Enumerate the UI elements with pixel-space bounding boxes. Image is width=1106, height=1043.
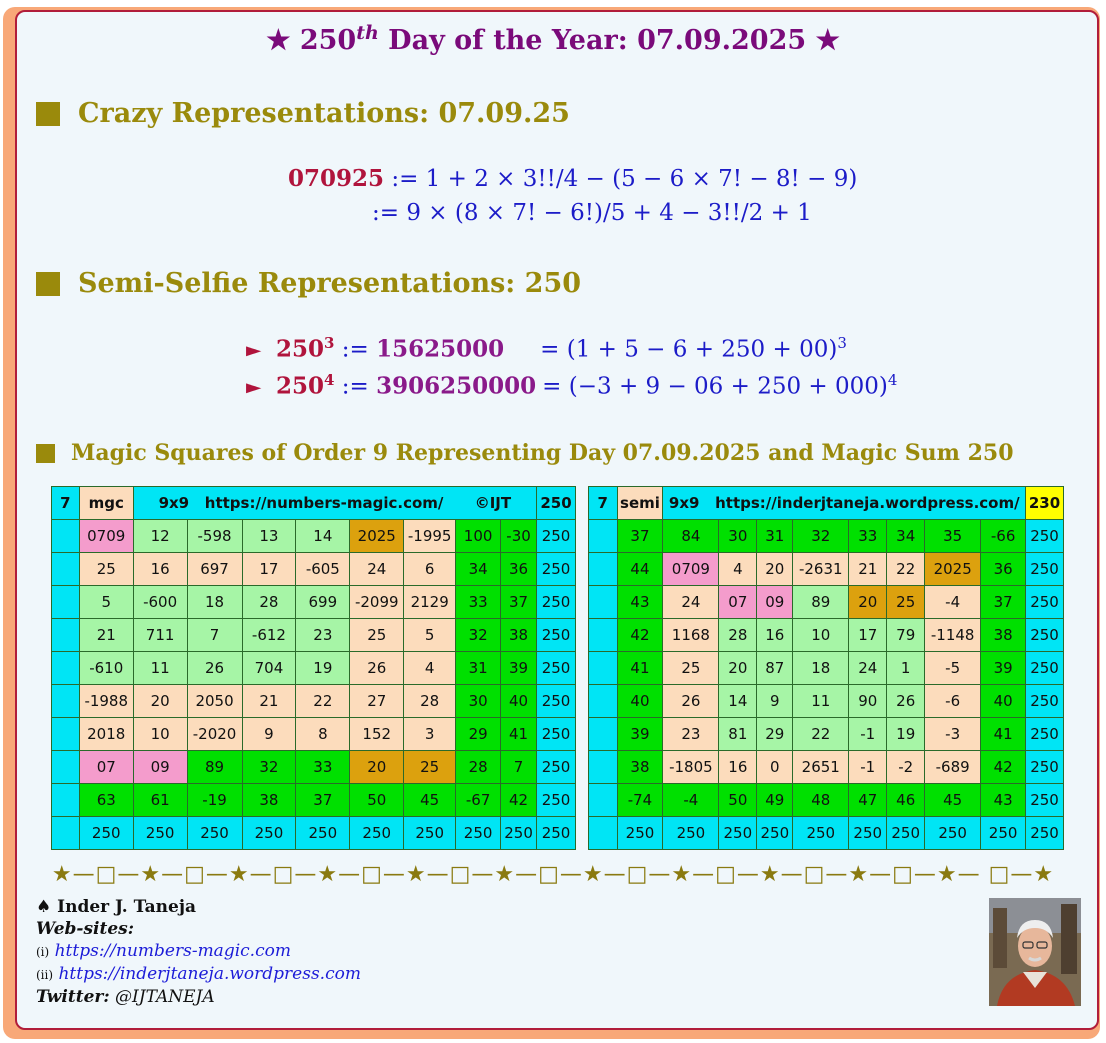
triangle-bullet-icon: ►: [246, 374, 262, 399]
table-cell: -2020: [187, 718, 242, 751]
section-heading-semi: Semi-Selfie Representations: 250: [36, 268, 581, 299]
table-cell: 38: [981, 619, 1026, 652]
table-cell: 250: [404, 817, 456, 850]
website-link-1[interactable]: https://numbers-magic.com: [54, 941, 291, 961]
table-cell: 13: [242, 520, 296, 553]
table-cell: 90: [849, 685, 887, 718]
table-cell: 22: [296, 685, 350, 718]
table-row: [589, 619, 1064, 652]
table-cell: 41: [981, 718, 1026, 751]
table-cell: 30: [456, 685, 501, 718]
spade-icon: ♠: [36, 897, 52, 917]
table-row: [52, 685, 576, 718]
table-cell: 36: [981, 553, 1026, 586]
table-cell: 29: [757, 718, 793, 751]
table-row: [52, 784, 576, 817]
table-cell: 24: [849, 652, 887, 685]
table-cell: 32: [793, 520, 849, 553]
table-cell: 46: [887, 784, 925, 817]
table-cell: [589, 586, 618, 619]
site1-marker: (i): [36, 945, 50, 959]
table-cell: 250: [1026, 652, 1064, 685]
table-cell: 250: [456, 817, 501, 850]
crazy-line-2: := 9 × (8 × 7! − 6!)/5 + 4 − 3!!/2 + 1: [372, 200, 812, 226]
table-cell: -1995: [404, 520, 456, 553]
table-header-cell: mgc: [79, 487, 133, 520]
table-cell: 250: [1026, 817, 1064, 850]
table-cell: 0: [757, 751, 793, 784]
table-cell: 31: [456, 652, 501, 685]
table-cell: 697: [187, 553, 242, 586]
table-cell: 41: [501, 718, 537, 751]
table-cell: 22: [887, 553, 925, 586]
table-cell: 39: [981, 652, 1026, 685]
table-cell: [589, 553, 618, 586]
table-cell: 37: [296, 784, 350, 817]
table-cell: -1805: [663, 751, 719, 784]
table-cell: 25: [79, 553, 133, 586]
table-cell: 250: [663, 817, 719, 850]
table-cell: 9: [757, 685, 793, 718]
table-cell: 45: [404, 784, 456, 817]
table-cell: 26: [187, 652, 242, 685]
twitter-label: Twitter:: [36, 987, 110, 1007]
table-cell: [52, 520, 80, 553]
table-cell: 89: [793, 586, 849, 619]
table-cell: 250: [1026, 751, 1064, 784]
table-cell: -1: [849, 751, 887, 784]
table-row: [589, 685, 1064, 718]
table-cell: 250: [537, 685, 576, 718]
table-cell: 250: [719, 817, 757, 850]
table-cell: 7: [501, 751, 537, 784]
table-cell: -1988: [79, 685, 133, 718]
table-header-cell: 9x9 https://inderjtaneja.wordpress.com/: [663, 487, 1026, 520]
table-cell: 250: [537, 619, 576, 652]
table-cell: 19: [296, 652, 350, 685]
table-cell: 152: [350, 718, 404, 751]
table-cell: -612: [242, 619, 296, 652]
table-cell: 100: [456, 520, 501, 553]
table-cell: 21: [849, 553, 887, 586]
table-cell: [52, 784, 80, 817]
table-cell: 25: [887, 586, 925, 619]
table-row: [52, 751, 576, 784]
table-cell: 250: [793, 817, 849, 850]
table-cell: 250: [981, 817, 1026, 850]
table-cell: 2050: [187, 685, 242, 718]
table-cell: 250: [1026, 718, 1064, 751]
table-cell: 7: [187, 619, 242, 652]
site2-marker: (ii): [36, 968, 54, 982]
table-cell: -19: [187, 784, 242, 817]
table-cell: 32: [456, 619, 501, 652]
author-photo: [989, 898, 1081, 1006]
table-cell: 250: [133, 817, 187, 850]
table-cell: 25: [350, 619, 404, 652]
table-cell: [52, 817, 80, 850]
magic-square-table-2: [588, 486, 1064, 850]
table-cell: 37: [981, 586, 1026, 619]
table-cell: 50: [719, 784, 757, 817]
table-cell: -3: [925, 718, 981, 751]
table-cell: 31: [757, 520, 793, 553]
table-cell: 42: [501, 784, 537, 817]
table-cell: 250: [537, 520, 576, 553]
table-cell: -605: [296, 553, 350, 586]
square-bullet-icon: [36, 272, 60, 296]
table-cell: -30: [501, 520, 537, 553]
semi-line-2: ► $250^4$ := $3906250000 = (-3 + 9 - 06 + 250 + 000)^4$: [246, 371, 898, 400]
magic-square-table-1: [51, 486, 576, 850]
table-cell: -598: [187, 520, 242, 553]
table-header-cell: 250: [537, 487, 576, 520]
table-cell: 0709: [79, 520, 133, 553]
table-cell: 45: [925, 784, 981, 817]
page-title: ★ 250th Day of the Year: 07.09.2025 ★: [266, 22, 840, 56]
table-cell: 21: [242, 685, 296, 718]
table-cell: 49: [757, 784, 793, 817]
table-cell: 28: [456, 751, 501, 784]
table-cell: 20: [133, 685, 187, 718]
table-cell: 43: [981, 784, 1026, 817]
table-cell: 26: [887, 685, 925, 718]
table-cell: 27: [350, 685, 404, 718]
table-cell: 50: [350, 784, 404, 817]
table-cell: -610: [79, 652, 133, 685]
table-cell: [52, 586, 80, 619]
table-cell: [589, 685, 618, 718]
table-cell: 29: [456, 718, 501, 751]
table-cell: 250: [501, 817, 537, 850]
table-cell: 0709: [663, 553, 719, 586]
table-cell: 17: [242, 553, 296, 586]
table-cell: -2: [887, 751, 925, 784]
table-cell: 5: [79, 586, 133, 619]
table-cell: 711: [133, 619, 187, 652]
websites-label: Web-sites:: [36, 919, 135, 939]
table-cell: 250: [537, 784, 576, 817]
table-cell: 250: [1026, 586, 1064, 619]
table-cell: [589, 817, 618, 850]
table-cell: 10: [793, 619, 849, 652]
table-cell: [589, 751, 618, 784]
table-cell: 40: [981, 685, 1026, 718]
table-cell: 34: [456, 553, 501, 586]
table-cell: 250: [1026, 520, 1064, 553]
table-cell: 23: [663, 718, 719, 751]
table-cell: 2025: [350, 520, 404, 553]
table-row: [589, 652, 1064, 685]
table-cell: 4: [719, 553, 757, 586]
table-row: [52, 520, 576, 553]
star-divider: ★—□—★—□—★—□—★—□—★—□—★—□—★—□—★—□—★—□—★—□—★— □—★: [51, 862, 1055, 887]
table-row: [589, 553, 1064, 586]
table-cell: 25: [404, 751, 456, 784]
table-row: [589, 784, 1064, 817]
table-cell: 43: [617, 586, 663, 619]
table-cell: 704: [242, 652, 296, 685]
table-cell: 63: [79, 784, 133, 817]
table-header-cell: 230: [1026, 487, 1064, 520]
table-cell: [589, 520, 618, 553]
table-cell: -1: [849, 718, 887, 751]
table-cell: 37: [501, 586, 537, 619]
table-cell: 16: [133, 553, 187, 586]
table-row: [52, 553, 576, 586]
table-cell: -600: [133, 586, 187, 619]
table-cell: 17: [849, 619, 887, 652]
table-cell: 38: [617, 751, 663, 784]
section-heading-magic: Magic Squares of Order 9 Representing Day 07.09.2025 and Magic Sum 250: [36, 440, 1014, 466]
table-cell: 14: [296, 520, 350, 553]
table-cell: 42: [617, 619, 663, 652]
table-cell: 84: [663, 520, 719, 553]
table-cell: 33: [296, 751, 350, 784]
table-cell: [589, 718, 618, 751]
table-row: [589, 817, 1064, 850]
table-cell: 250: [757, 817, 793, 850]
table-cell: 11: [133, 652, 187, 685]
table-cell: 36: [501, 553, 537, 586]
table-cell: 250: [1026, 553, 1064, 586]
table-cell: 250: [537, 718, 576, 751]
table-cell: -6: [925, 685, 981, 718]
table-row: [52, 817, 576, 850]
table-cell: 8: [296, 718, 350, 751]
table-cell: 250: [350, 817, 404, 850]
table-cell: 38: [501, 619, 537, 652]
table-cell: -2631: [793, 553, 849, 586]
table-cell: [52, 751, 80, 784]
table-cell: 34: [887, 520, 925, 553]
website-link-2[interactable]: https://inderjtaneja.wordpress.com: [58, 964, 361, 984]
table-cell: 1168: [663, 619, 719, 652]
section-heading-crazy: Crazy Representations: 07.09.25: [36, 98, 570, 129]
table-cell: 28: [404, 685, 456, 718]
table-cell: 47: [849, 784, 887, 817]
table-cell: 250: [1026, 619, 1064, 652]
table-cell: 699: [296, 586, 350, 619]
author-block: [36, 896, 361, 1008]
table-cell: 24: [350, 553, 404, 586]
table-cell: 41: [617, 652, 663, 685]
table-cell: 81: [719, 718, 757, 751]
table-cell: 5: [404, 619, 456, 652]
table-cell: 2025: [925, 553, 981, 586]
table-cell: 250: [887, 817, 925, 850]
table-cell: 16: [719, 751, 757, 784]
table-cell: 20: [719, 652, 757, 685]
table-row: [52, 619, 576, 652]
table-cell: 250: [537, 817, 576, 850]
table-cell: 20: [849, 586, 887, 619]
table-cell: [589, 652, 618, 685]
table-cell: 4: [404, 652, 456, 685]
table-cell: 2129: [404, 586, 456, 619]
table-cell: -5: [925, 652, 981, 685]
table-cell: 40: [617, 685, 663, 718]
table-cell: 25: [663, 652, 719, 685]
table-cell: 32: [242, 751, 296, 784]
table-cell: 250: [537, 751, 576, 784]
table-row: [589, 751, 1064, 784]
table-cell: 250: [79, 817, 133, 850]
table-cell: 07: [79, 751, 133, 784]
semi-line-1: ► $250^3$ := $15625000 = (1 + 5 - 6 + 250 + 00)^3$: [246, 334, 847, 363]
table-cell: 35: [925, 520, 981, 553]
table-cell: -67: [456, 784, 501, 817]
table-cell: 19: [887, 718, 925, 751]
table-cell: 250: [617, 817, 663, 850]
square-bullet-icon: [36, 444, 55, 463]
table-cell: 33: [456, 586, 501, 619]
table-cell: 48: [793, 784, 849, 817]
table-cell: 9: [242, 718, 296, 751]
table-cell: 28: [242, 586, 296, 619]
table-cell: 250: [187, 817, 242, 850]
table-row: [52, 586, 576, 619]
table-cell: [589, 619, 618, 652]
table-cell: 18: [187, 586, 242, 619]
table-cell: 61: [133, 784, 187, 817]
table-cell: 250: [242, 817, 296, 850]
table-cell: 28: [719, 619, 757, 652]
square-bullet-icon: [36, 102, 60, 126]
table-cell: 250: [537, 652, 576, 685]
table-header-cell: 9x9 https://numbers-magic.com/ ©IJT: [133, 487, 536, 520]
table-cell: [52, 553, 80, 586]
table-cell: 20: [350, 751, 404, 784]
table-cell: 250: [537, 586, 576, 619]
table-cell: 26: [663, 685, 719, 718]
crazy-line-1: 070925 := 1 + 2 × 3!!/4 − (5 − 6 × 7! − 8! − 9): [288, 165, 858, 192]
table-row: [52, 718, 576, 751]
table-cell: 250: [1026, 784, 1064, 817]
table-cell: 250: [925, 817, 981, 850]
table-cell: 24: [663, 586, 719, 619]
table-cell: 39: [501, 652, 537, 685]
table-cell: [52, 652, 80, 685]
table-cell: -4: [925, 586, 981, 619]
table-cell: 3: [404, 718, 456, 751]
table-cell: 6: [404, 553, 456, 586]
table-cell: 07: [719, 586, 757, 619]
table-cell: 12: [133, 520, 187, 553]
table-cell: 22: [793, 718, 849, 751]
table-header-cell: 7: [589, 487, 618, 520]
table-cell: 09: [133, 751, 187, 784]
table-row: [589, 520, 1064, 553]
table-header-cell: semi: [617, 487, 663, 520]
table-header-cell: 7: [52, 487, 80, 520]
table-cell: 26: [350, 652, 404, 685]
table-cell: [589, 784, 618, 817]
table-cell: 42: [981, 751, 1026, 784]
table-cell: 16: [757, 619, 793, 652]
table-cell: 23: [296, 619, 350, 652]
author-name: Inder J. Taneja: [51, 897, 196, 917]
table-cell: 1: [887, 652, 925, 685]
table-cell: 89: [187, 751, 242, 784]
table-cell: 11: [793, 685, 849, 718]
table-cell: 10: [133, 718, 187, 751]
table-cell: 38: [242, 784, 296, 817]
table-row: [589, 586, 1064, 619]
table-cell: 250: [537, 553, 576, 586]
table-row: [52, 652, 576, 685]
table-cell: 87: [757, 652, 793, 685]
triangle-bullet-icon: ►: [246, 337, 262, 362]
table-cell: 250: [849, 817, 887, 850]
table-cell: -66: [981, 520, 1026, 553]
table-cell: 39: [617, 718, 663, 751]
twitter-handle: @IJTANEJA: [109, 987, 215, 1007]
table-cell: 21: [79, 619, 133, 652]
table-cell: -689: [925, 751, 981, 784]
table-cell: 20: [757, 553, 793, 586]
table-cell: 40: [501, 685, 537, 718]
table-cell: -2099: [350, 586, 404, 619]
table-row: [589, 718, 1064, 751]
table-cell: -4: [663, 784, 719, 817]
table-cell: 18: [793, 652, 849, 685]
table-cell: 2018: [79, 718, 133, 751]
table-cell: 2651: [793, 751, 849, 784]
table-cell: [52, 685, 80, 718]
table-cell: [52, 619, 80, 652]
table-cell: 37: [617, 520, 663, 553]
table-cell: -74: [617, 784, 663, 817]
table-cell: 30: [719, 520, 757, 553]
table-cell: 250: [1026, 685, 1064, 718]
table-cell: -1148: [925, 619, 981, 652]
table-cell: 14: [719, 685, 757, 718]
table-cell: 79: [887, 619, 925, 652]
table-cell: 33: [849, 520, 887, 553]
table-cell: 250: [296, 817, 350, 850]
table-cell: 44: [617, 553, 663, 586]
table-cell: 09: [757, 586, 793, 619]
author-line: [36, 896, 361, 918]
table-cell: [52, 718, 80, 751]
